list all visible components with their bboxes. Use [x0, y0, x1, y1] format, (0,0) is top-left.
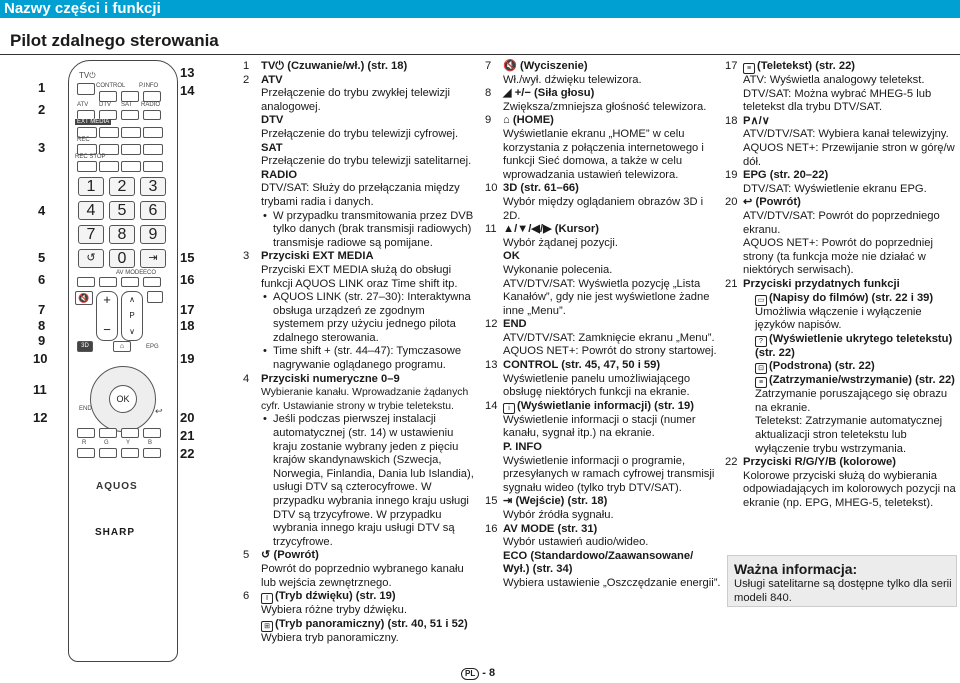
callout-16: 16	[180, 272, 195, 287]
eco-button[interactable]	[143, 277, 161, 287]
item-number: 9	[485, 114, 492, 127]
item-number: 4	[243, 372, 250, 385]
item-heading: (HOME)	[512, 114, 554, 127]
ext-media-button-6[interactable]	[121, 144, 141, 155]
item-text: Wybór żądanej pozycji.	[503, 236, 618, 249]
item-text: ATV/DTV/SAT: Wybiera kanał telewizyjny.	[743, 128, 949, 141]
item-5	[243, 549, 478, 590]
important-note	[727, 555, 957, 607]
mute-icon[interactable]: 🔇	[75, 291, 93, 305]
subtitle-icon: ▭	[755, 295, 767, 306]
item-heading: ATV	[261, 73, 283, 86]
key-3[interactable]: 3	[140, 177, 166, 196]
reveal-icon: ?	[755, 336, 767, 347]
key-4[interactable]: 4	[78, 201, 104, 220]
language-badge: PL	[461, 668, 479, 680]
item-text: Wyświetlanie ekranu „HOME” w celu korzystania z połączenia internetowego i funkcji Sieć domowa, a także w celu wprowadzania ustawień telewizora.	[503, 127, 704, 181]
volume-icon: ◢	[503, 87, 515, 100]
ext-media-button-3[interactable]	[121, 127, 141, 138]
item-text: AQUOS NET+: Powrót do poprzedniej strony (ta funkcja może nie działać w niektórych serwisach).	[743, 237, 933, 277]
hold-icon: ≡	[755, 377, 767, 388]
item-heading: RADIO	[261, 168, 298, 181]
item-heading: Przyciski R/G/Y/B (kolorowe)	[743, 456, 896, 469]
item-18	[725, 115, 957, 169]
item-heading: TV⏻ (Czuwanie/wł.) (str. 18)	[261, 60, 408, 72]
item-text: Wyświetlenie informacji o programie, przesyłanych w ramach cyfrowej transmisji sygnału wideo (tylko tryb DTV/SAT).	[503, 454, 715, 494]
callout-12: 12	[33, 410, 48, 425]
flashback-key[interactable]: ↺	[78, 249, 104, 268]
item-text: Wyświetlenie panelu umożliwiającego obsługę niektórych funkcji na ekranie.	[503, 372, 691, 399]
callout-11: 11	[33, 382, 47, 397]
item-text: ATV/DTV/SAT: Zamknięcie ekranu „Menu”.	[503, 331, 715, 344]
item-heading: (Zatrzymanie/wstrzymanie) (str. 22)	[769, 374, 955, 387]
bullet-text: • AQUOS LINK (str. 27–30): Interaktywna obsługa urządzeń ze zgodnym systemem przy użyciu jednego pilota zdalnego sterowania.	[261, 291, 478, 345]
key-8[interactable]: 8	[109, 225, 135, 244]
red-label: R	[82, 440, 87, 446]
item-number: 13	[485, 359, 498, 372]
callout-1: 1	[38, 80, 46, 95]
item-text: Wybór ustawień audio/wideo.	[503, 536, 649, 549]
control-button[interactable]	[99, 91, 117, 102]
note-title: Ważna informacja:	[734, 561, 858, 577]
teletext-button[interactable]	[147, 291, 163, 303]
item-text: Umożliwia włączenie i wyłączenie języków napisów.	[755, 305, 922, 332]
item-heading: Przyciski EXT MEDIA	[261, 250, 374, 263]
item-number: 5	[243, 549, 250, 562]
callout-15: 15	[180, 250, 195, 265]
3d-button[interactable]: 3D	[77, 341, 93, 352]
item-heading: (Powrót)	[755, 196, 801, 209]
callout-4: 4	[38, 203, 46, 218]
item-heading: Przyciski przydatnych funkcji	[743, 277, 900, 290]
item-13	[485, 359, 721, 400]
item-heading: END	[503, 318, 527, 331]
bullet-text: • Jeśli podczas pierwszej instalacji automatycznej (str. 14) w ustawieniu kraju zostanie wybrany jeden z pięciu krajów skandynawskich (Szwecja, Norwegia, Finlandia, Dania lub Islandia), usługi DTV są czterocyfrowe. W przypadku wybrania innego kraju usługi DTV są trzycyfrowe. W przypadku wybrania innego kraju usługi DTV są trzycyfrowe.	[261, 413, 478, 549]
item-heading: (Powrót)	[273, 549, 319, 562]
item-heading: (Podstrona) (str. 22)	[769, 360, 875, 373]
tv-power-button[interactable]	[77, 83, 95, 95]
item-heading: (Teletekst) (str. 22)	[757, 60, 856, 72]
sat-label: SAT	[121, 102, 133, 108]
item-heading: 3D (str. 61–66)	[503, 182, 579, 195]
item-19	[725, 169, 957, 196]
item-text: Wybór między oglądaniem obrazów 3D i 2D.	[503, 195, 704, 222]
av-mode-label: AV MODE	[116, 270, 144, 276]
item-heading: ▲/▼/◀/▶ (Kursor)	[503, 223, 599, 236]
section-header	[0, 0, 960, 18]
item-1	[243, 60, 478, 74]
sound-mode-icon: Ⅰ	[261, 593, 273, 604]
dtv-label: DTV	[99, 102, 111, 108]
key-6[interactable]: 6	[140, 201, 166, 220]
bullet-text: • W przypadku transmitowania przez DVB tylko danych (brak transmisji radiowych) transmisje radiowe są pomijane.	[261, 210, 478, 251]
bullet-text: • Time shift + (str. 44–47): Tymczasowe nagrywanie oglądanego programu.	[261, 345, 478, 372]
item-heading: CONTROL (str. 45, 47, 50 i 59)	[503, 359, 661, 372]
callout-19: 19	[180, 351, 195, 366]
blue-label: B	[148, 440, 153, 446]
item-number: 2	[243, 73, 250, 86]
item-number: 7	[485, 60, 492, 72]
blue-button[interactable]	[143, 448, 161, 458]
item-4	[243, 373, 478, 550]
item-text: Wykonanie polecenia.	[503, 263, 613, 276]
sharp-logo: SHARP	[95, 527, 136, 538]
channel-rocker[interactable]: ∧ P ∨	[121, 291, 143, 341]
info-icon: i	[503, 403, 515, 414]
yellow-button[interactable]	[121, 448, 139, 458]
radio-button[interactable]	[143, 110, 161, 120]
item-9	[485, 114, 721, 182]
callout-13: 13	[180, 65, 195, 80]
page-number-text: - 8	[482, 667, 496, 679]
item-text: ATV: Wyświetla analogowy teletekst. DTV/SAT: Można wybrać MHEG-5 lub teletekst dla trybu DTV/SAT.	[743, 74, 932, 114]
volume-rocker[interactable]: + −	[96, 291, 118, 341]
item-14	[485, 400, 721, 496]
item-number: 14	[485, 399, 498, 412]
sound-mode-button[interactable]	[77, 277, 95, 287]
info-button[interactable]	[121, 91, 139, 102]
key-1[interactable]: 1	[78, 177, 104, 196]
item-heading: Przyciski numeryczne 0–9	[261, 372, 400, 385]
channel-p-label: P	[129, 311, 135, 320]
callout-6: 6	[38, 272, 46, 287]
item-text: DTV/SAT: Wyświetlenie ekranu EPG.	[743, 182, 927, 195]
ext-media-button-10[interactable]	[143, 161, 163, 172]
ext-media-button-4[interactable]	[143, 127, 163, 138]
item-12	[485, 318, 721, 359]
key-0[interactable]: 0	[109, 249, 135, 268]
item-number: 19	[725, 169, 738, 182]
item-8	[485, 87, 721, 114]
item-text: Wybieranie kanału. Wprowadzanie żądanych cyfr. Ustawianie strony w trybie teletekstu.	[261, 387, 469, 412]
epg-label: EPG	[146, 344, 159, 350]
item-text: AQUOS NET+: Przewijanie stron w górę/w dół.	[743, 141, 955, 168]
item-heading: (Tryb dźwięku) (str. 19)	[275, 590, 396, 603]
callout-9: 9	[38, 333, 46, 348]
item-number: 8	[485, 87, 492, 100]
note-text: Usługi satelitarne są dostępne tylko dla serii modeli 840.	[734, 578, 952, 604]
remote-illustration	[0, 60, 225, 675]
item-text: Przełączenie do trybu zwykłej telewizji analogowej.	[261, 87, 451, 113]
subpage-button[interactable]	[121, 428, 139, 438]
control-label: CONTROL	[96, 83, 126, 89]
item-number: 11	[485, 223, 497, 236]
item-22	[725, 456, 957, 510]
item-3	[243, 250, 478, 372]
aquos-logo: AQUOS	[96, 481, 138, 492]
item-17	[725, 60, 957, 115]
item-2	[243, 74, 478, 251]
item-heading: AV MODE (str. 31)	[503, 522, 598, 535]
av-mode-button[interactable]	[121, 277, 139, 287]
tv-power-label: TV⏻	[79, 71, 96, 80]
key-9[interactable]: 9	[140, 225, 166, 244]
item-heading: DTV	[261, 114, 284, 127]
item-number: 18	[725, 114, 738, 127]
item-heading: P∧/∨	[743, 114, 770, 127]
callout-7: 7	[38, 302, 46, 317]
item-text: Wybór źródła sygnału.	[503, 509, 614, 521]
atv-label: ATV	[77, 102, 89, 108]
description-column-2	[485, 60, 721, 591]
item-heading: EPG (str. 20–22)	[743, 169, 829, 182]
eco-label: ECO	[143, 270, 157, 276]
item-15	[485, 495, 721, 522]
yellow-label: Y	[126, 440, 131, 446]
radio-label: RADIO	[141, 102, 161, 108]
item-number: 10	[485, 182, 498, 195]
ok-button[interactable]: OK	[109, 385, 137, 413]
item-heading: (Wejście) (str. 18)	[515, 495, 608, 508]
item-text: Zatrzymanie poruszającego się obrazu na ekranie.	[755, 388, 948, 414]
item-10	[485, 182, 721, 223]
item-text: ATV/DTV/SAT: Wyświetla pozycję „Lista Kanałów”, gdy nie jest wyświetlone żadne inne „Menu”.	[503, 277, 710, 317]
rec-label: REC	[77, 137, 90, 143]
pinfo-label: P.INFO	[139, 83, 159, 89]
item-heading: (Wyświetlenie ukrytego teletekstu) (str. 22)	[755, 332, 953, 359]
item-21	[725, 278, 957, 456]
item-text: DTV/SAT: Służy do przełączania między trybami radia i danych.	[261, 182, 460, 208]
hold-button[interactable]	[143, 428, 161, 438]
input-key[interactable]: ⇥	[140, 249, 166, 268]
remote-body	[68, 60, 178, 662]
item-text: Wł./wył. dźwięku telewizora.	[503, 73, 642, 86]
callout-20: 20	[180, 410, 195, 425]
sat-button[interactable]	[121, 110, 139, 120]
pinfo-button[interactable]	[143, 91, 161, 102]
wide-mode-button[interactable]	[99, 277, 117, 287]
item-heading: (Napisy do filmów) (str. 22 i 39)	[769, 291, 934, 304]
callout-18: 18	[180, 318, 195, 333]
item-number: 22	[725, 456, 738, 469]
description-column-3	[725, 60, 957, 511]
rec-stop-label: REC STOP	[75, 154, 106, 160]
item-number: 12	[485, 318, 498, 331]
callout-3: 3	[38, 140, 46, 155]
item-text: Teletekst: Zatrzymanie automatycznej aktualizacji stron teletekstu lub wyłączenie trybu wstrzymania.	[755, 415, 943, 455]
item-text: Przełączenie do trybu telewizji satelitarnej.	[261, 155, 472, 168]
item-text: Powrót do poprzednio wybranego kanału lub wejścia zewnętrznego.	[261, 562, 464, 589]
callout-17: 17	[180, 302, 195, 317]
item-16	[485, 523, 721, 591]
item-text: Kolorowe przyciski służą do wybierania odpowiadających im kolorowych pozycji na ekranie (np. EPG, MHEG-5, teletekst).	[743, 469, 956, 510]
input-icon: ⇥	[503, 495, 516, 508]
item-text: ATV/DTV/SAT: Powrót do poprzedniego ekranu.	[743, 209, 940, 236]
rec-stop-button[interactable]	[77, 161, 97, 172]
item-number: 15	[485, 495, 498, 508]
ext-media-button-2[interactable]	[99, 127, 119, 138]
mute-icon: 🔇	[503, 60, 521, 72]
item-heading: P. INFO	[503, 441, 542, 454]
key-2[interactable]: 2	[109, 177, 135, 196]
item-heading: (Wyświetlanie informacji) (str. 19)	[517, 399, 694, 412]
item-text: Wybiera tryb panoramiczny.	[261, 631, 399, 644]
return-icon: ↺	[261, 549, 274, 562]
item-heading: SAT	[261, 141, 283, 154]
item-heading: ECO (Standardowo/Zaawansowane/ Wył.) (str. 34)	[503, 549, 694, 576]
item-number: 1	[243, 60, 250, 72]
item-text: Wybiera ustawienie „Oszczędzanie energii”.	[503, 576, 721, 589]
callout-22: 22	[180, 446, 195, 461]
section-title: Nazwy części i funkcji	[4, 0, 161, 17]
item-20	[725, 196, 957, 278]
title-divider	[0, 54, 960, 55]
item-number: 3	[243, 250, 250, 263]
teletext-icon: ≡	[743, 63, 755, 74]
callout-8: 8	[38, 318, 46, 333]
red-button[interactable]	[77, 448, 95, 458]
ext-media-button-7[interactable]	[143, 144, 163, 155]
ext-media-button-9[interactable]	[121, 161, 141, 172]
subtitle-button[interactable]	[77, 428, 95, 438]
item-number: 17	[725, 60, 738, 72]
key-7[interactable]: 7	[78, 225, 104, 244]
callout-5: 5	[38, 250, 46, 265]
callout-2: 2	[38, 102, 46, 117]
item-heading: OK	[503, 250, 520, 263]
ext-media-label: EXT MEDIA	[77, 119, 110, 125]
item-number: 21	[725, 277, 738, 290]
item-6	[243, 590, 478, 645]
green-button[interactable]	[99, 448, 117, 458]
item-text: Przełączenie do trybu telewizji cyfrowej.	[261, 127, 459, 140]
item-number: 16	[485, 522, 498, 535]
home-button[interactable]: ⌂	[113, 341, 131, 352]
item-text: Przyciski EXT MEDIA służą do obsługi funkcji AQUOS LINK oraz Time shift itp.	[261, 263, 458, 290]
callout-14: 14	[180, 83, 195, 98]
item-heading: (Tryb panoramiczny) (str. 40, 51 i 52)	[275, 617, 468, 630]
item-text: Wyświetlenie informacji o stacji (numer kanału, sygnał itp.) na ekranie.	[503, 413, 696, 440]
item-heading: +/− (Siła głosu)	[514, 87, 595, 100]
return-icon[interactable]: ↩	[155, 406, 163, 416]
callout-10: 10	[33, 351, 48, 366]
subpage-icon: ⊡	[755, 363, 767, 374]
item-text: AQUOS NET+: Powrót do strony startowej.	[503, 345, 717, 358]
item-heading: (Wyciszenie)	[520, 60, 588, 72]
return-icon: ↩	[743, 196, 756, 209]
wide-mode-icon: ⊞	[261, 621, 273, 632]
item-number: 20	[725, 196, 738, 209]
item-number: 6	[243, 590, 250, 603]
item-11	[485, 223, 721, 318]
description-column-1	[243, 60, 478, 645]
home-icon: ⌂	[503, 114, 513, 127]
ext-media-button-8[interactable]	[99, 161, 119, 172]
key-5[interactable]: 5	[109, 201, 135, 220]
end-label: END	[79, 406, 92, 412]
green-label: G	[104, 440, 109, 446]
item-7	[485, 60, 721, 87]
page-number	[461, 667, 495, 680]
page-title: Pilot zdalnego sterowania	[10, 31, 219, 50]
item-text: Wybiera różne tryby dźwięku.	[261, 604, 408, 617]
item-text: Zwiększa/zmniejsza głośność telewizora.	[503, 100, 707, 113]
callout-21: 21	[180, 428, 195, 443]
reveal-button[interactable]	[99, 428, 117, 438]
